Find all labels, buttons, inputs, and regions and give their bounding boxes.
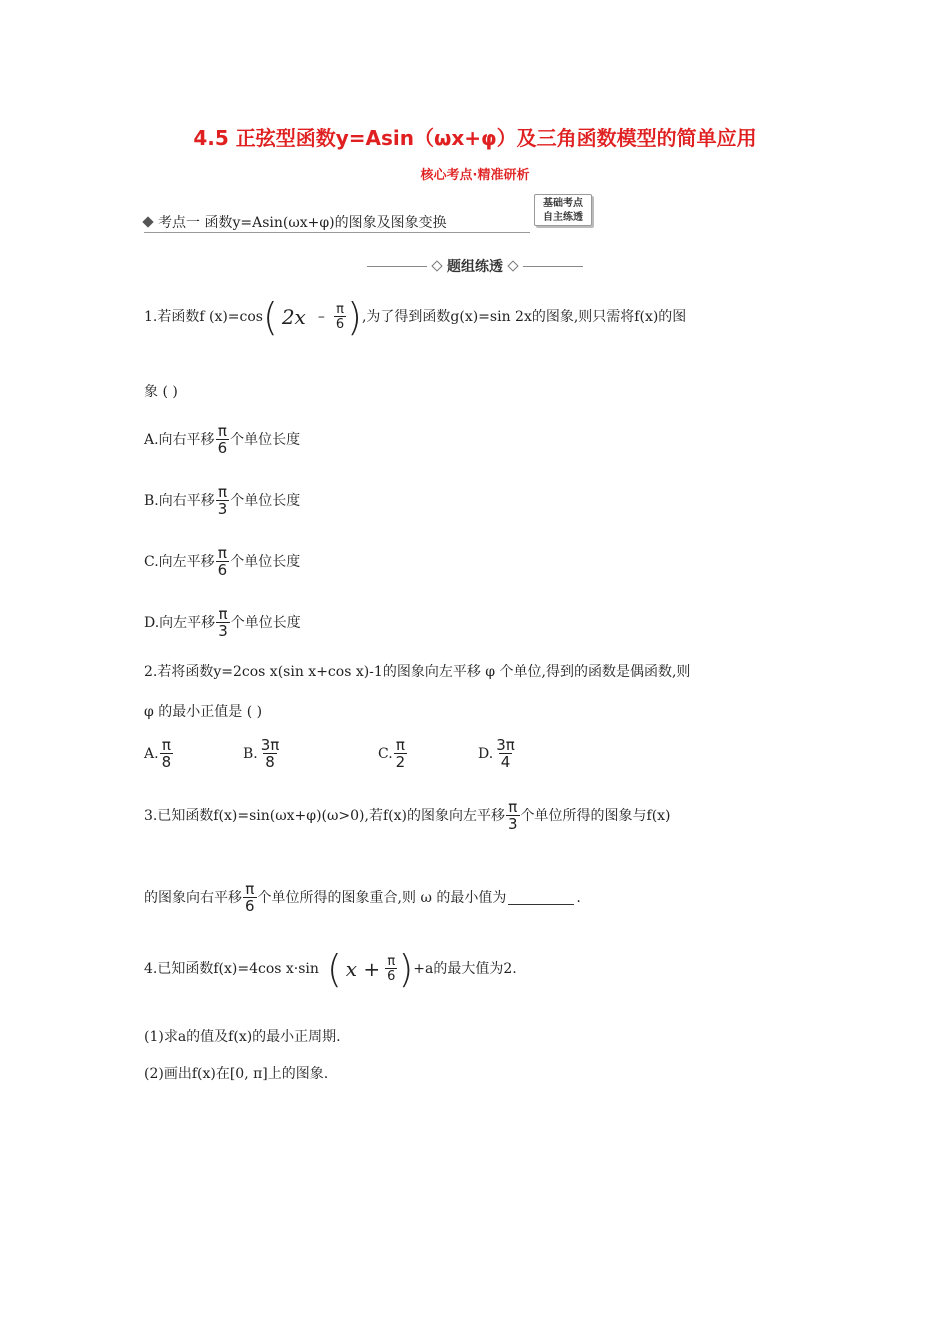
group-heading	[0, 256, 950, 276]
q1-option-b: B.向右平移 $\frac{\pi}{3}$ 个单位长度	[144, 483, 301, 518]
q2-line1: 2.若将函数y=2cos x(sin x+cos x)-1的图象向左平移 φ 个单位,得到的函数是偶函数,则	[144, 664, 691, 680]
topic-underline	[144, 232, 530, 233]
section-subtitle: 核心考点·精准研析	[420, 168, 530, 183]
topic-heading	[144, 212, 447, 232]
page-title: 4.5 正弦型函数y=Asin（ωx+φ）及三角函数模型的简单应用	[193, 126, 757, 150]
badge-line1: 基础考点	[543, 198, 583, 209]
q4-part2: (2)画出f(x)在[0, π]上的图象.	[144, 1066, 329, 1082]
question-1	[144, 295, 687, 339]
q2-option-d: D. $\frac{3\pi}{4}$	[478, 736, 515, 771]
diamond-bullet-icon	[142, 216, 153, 227]
divider-left	[367, 266, 427, 267]
q1-suffix: ,为了得到函数g(x)=sin 2x的图象,则只需将f(x)的图	[361, 309, 687, 325]
q1-option-c: C.向左平移 $\frac{\pi}{6}$ 个单位长度	[144, 544, 301, 579]
q3-line2: 的图象向右平移 $\frac{\pi}{6}$ 个单位所得的图象重合,则 ω 的最小值为 .	[144, 880, 581, 915]
q1-fraction: $\frac{\pi}{6}$	[335, 302, 345, 332]
q1-option-d: D.向左平移 $\frac{\pi}{3}$ 个单位长度	[144, 605, 301, 640]
q1-minus: –	[317, 309, 325, 325]
q2-line2: φ 的最小正值是 ( )	[144, 704, 263, 720]
divider-right	[523, 266, 583, 267]
q2-option-b: B. $\frac{3\pi}{8}$	[243, 736, 280, 771]
q1-option-a: A.向右平移 $\frac{\pi}{6}$ 个单位长度	[144, 422, 301, 457]
badge-line2: 自主练透	[543, 212, 583, 223]
q1-line2: 象 ( )	[144, 384, 178, 400]
group-label: 题组练透	[447, 259, 503, 275]
q4-part1: (1)求a的值及f(x)的最小正周期.	[144, 1029, 341, 1045]
diamond-right-icon	[507, 260, 518, 271]
q1-expression: ( 2x – $\frac{\pi}{6}$ )	[263, 295, 362, 339]
q4-expression: ( x + $\frac{\pi}{6}$ )	[326, 947, 414, 991]
question-3: 3.已知函数f(x)=sin(ωx+φ)(ω>0),若f(x)的图象向左平移 $\frac{\pi}{3}$ 个单位所得的图象与f(x)	[144, 798, 671, 833]
q1-prefix: 1.若函数f (x)=cos	[144, 309, 263, 325]
q1-inner: 2x	[281, 305, 306, 329]
q2-option-a: A. $\frac{\pi}{8}$	[144, 736, 172, 771]
question-4: 4.已知函数f(x)=4cos x·sin ( x + $\frac{\pi}{6}$ ) +a的最大值为2.	[144, 947, 517, 991]
level-badge	[534, 194, 592, 226]
topic-text: 考点一 函数y=Asin(ωx+φ)的图象及图象变换	[158, 215, 447, 231]
diamond-left-icon	[431, 260, 442, 271]
answer-blank[interactable]	[508, 892, 574, 905]
q2-option-c: C. $\frac{\pi}{2}$	[378, 736, 406, 771]
